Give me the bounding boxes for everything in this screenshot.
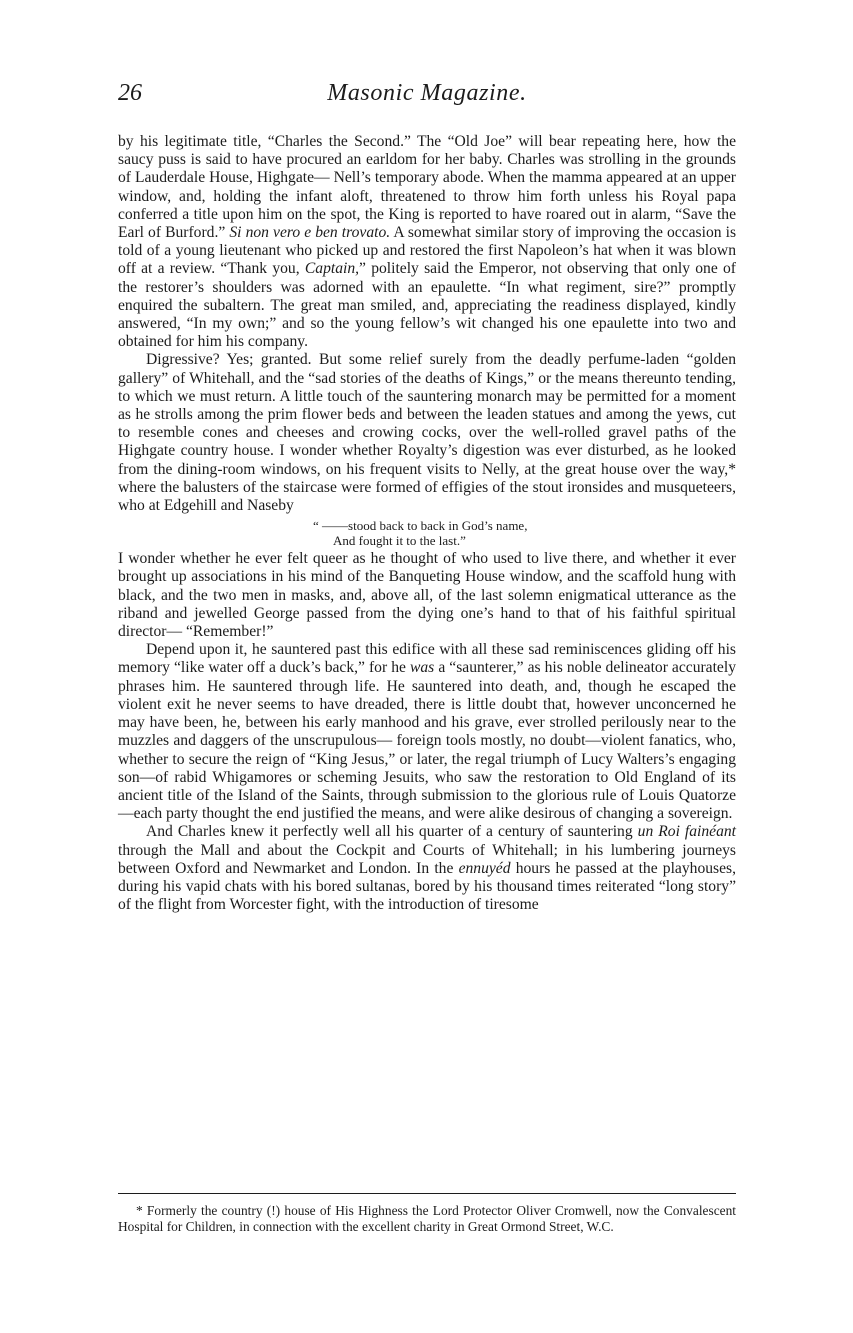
running-title: Masonic Magazine. [327, 80, 527, 106]
paragraph-4 [118, 641, 736, 823]
page-header [118, 72, 736, 112]
paragraph-1-italic-captain: Captain, [304, 260, 360, 278]
footnote-divider [118, 1193, 736, 1194]
paragraph-5-text-b: through the Mall and about the Cockpit and Courts of Whitehall; in his lumbering journeys between Oxford and Newmarket and London. In the [118, 841, 736, 877]
paragraph-4-text-b: a “saunterer,” as his noble delineator accurately phrases him. He sauntered through life. He sauntered into death, and, though he escaped the violent exit he never seems to have dreaded, there is little doubt that, however unconcerned he may have been, he, between his early manhood and his grave, ever strolled perilously near to the muzzles and daggers of the unscrupulous— foreign tools mostly, no doubt—violent fanatics, who, whether to secure the reign of “King Jesus,” or later, the regal triumph of Lucy Walters’s engaging son—of rabid Whigamores or scheming Jesuits, who saw the restoration to Old England of its ancient title of the Island of the Saints, through submission to the glorious rule of Louis Quatorze—each party thought the end justified the means, and were alike desirous of changing a sovereign. [118, 659, 736, 823]
paragraph-5-text-c: hours he passed at the playhouses, during his vapid chats with his bored sultanas, bored by his thousand times reiterated “long story” of the flight from Worcester fight, with the introduction of tiresome [118, 859, 736, 914]
article-body [118, 133, 736, 914]
page-number: 26 [118, 80, 142, 106]
paragraph-4-text-a: Depend upon it, he sauntered past this edifice with all these sad reminiscences gliding off his memory “like water off a duck’s back,” for he [118, 641, 736, 677]
paragraph-1-text-b: A somewhat similar story of improving the occasion is told of a young lieutenant who picked up and restored the first Napoleon’s hat when it was blown off at a review. “Thank you, [118, 224, 737, 278]
paragraph-1-text-c: ” politely said the Emperor, not observing that only one of the restorer’s shoulders was adorned with an epaulette. “In what regiment, sire?” promptly enquired the subaltern. The great man smiled, and, appreciating the readiness displayed, kindly answered, “In my own;” and so the young fellow’s wit changed his one epaulette into two and obtained for him his company. [118, 260, 736, 351]
paragraph-1-text-a: by his legitimate title, “Charles the Second.” The “Old Joe” will bear repeating here, how the saucy puss is said to have procured an earldom for her baby. Charles was strolling in the grounds of Lauderdale House, Highgate— Nell’s temporary abode. When the mamma appeared at an upper window, and, holding the infant aloft, threatened to throw him forth unless his Royal papa conferred a title upon him on the spot, the King is reported to have roared out in alarm, “Save the Earl of Burford.” [118, 133, 736, 242]
verse-line-1: “ ——stood back to back in God’s name, [313, 518, 528, 534]
paragraph-2: Digressive? Yes; granted. But some relief surely from the deadly perfume-laden “golden gallery” of Whitehall, and the “sad stories of the deaths of Kings,” or the means thereunto tending, to which we must return. A little touch of the sauntering monarch may be permitted for a moment as he strolls among the prim flower beds and between the leaden statues and among the yews, cut to resemble cones and cheeses and crowing cocks, over the well-rolled gravel paths of the Highgate country house. I wonder whether Royalty’s digestion was ever disturbed, as he looked from the dining-room windows, on his frequent visits to Nelly, at the great house over the way,* where the balusters of the staircase were formed of effigies of the stout ironsides and musqueteers, who at Edgehill and Naseby [118, 351, 736, 515]
paragraph-1 [118, 133, 736, 351]
verse-quote [313, 518, 736, 548]
paragraph-5-italic-roi: un Roi fainéant [637, 823, 736, 841]
paragraph-5-text-a: And Charles knew it perfectly well all his quarter of a century of sauntering [146, 823, 633, 841]
paragraph-5 [118, 823, 736, 914]
verse-line-2: And fought it to the last.” [333, 533, 466, 549]
paragraph-5-italic-ennuyed: ennuyéd [458, 859, 511, 877]
paragraph-3: I wonder whether he ever felt queer as he thought of who used to live there, and whether it ever brought up associations in his mind of the Banqueting House window, and the scaffold hung with black, and the two men in masks, and, above all, of the last solemn enigmatical utterance as the riband and jewelled George passed from the dying one’s hand to that of his faithful spiritual director— “Remember!” [118, 550, 736, 641]
paragraph-1-italic-phrase: Si non vero e ben trovato. [229, 224, 391, 242]
paragraph-4-italic-was: was [409, 659, 435, 677]
footnote: * Formerly the country (!) house of His Highness the Lord Protector Oliver Cromwell, now the Convalescent Hospital for Children, in connection with the excellent charity in Great Ormond Street, W.C. [118, 1203, 736, 1234]
